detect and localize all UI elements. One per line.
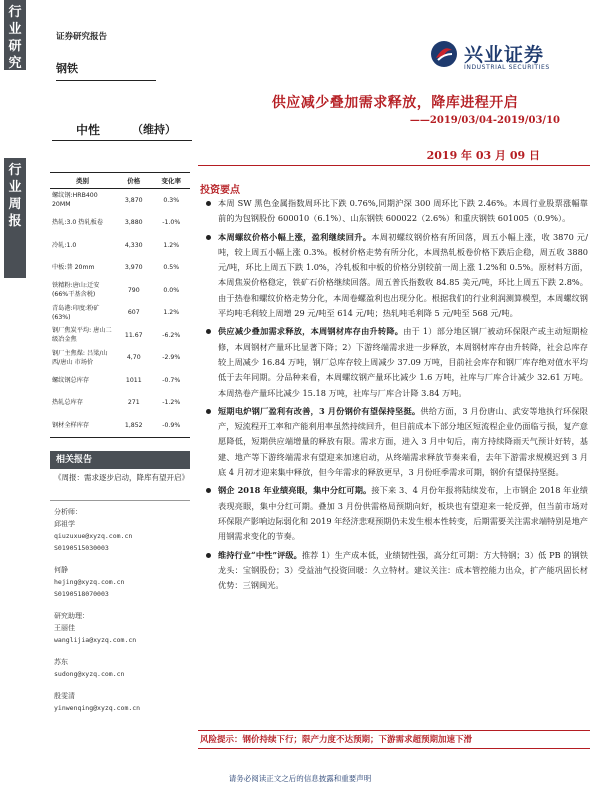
- bullet-icon: [206, 553, 211, 558]
- bullet-icon: [206, 409, 211, 414]
- table-cell: 铁精粉:唐山:迁安 (66%干基含税): [52, 282, 100, 299]
- paragraph-text: 供给方面，3 月份唐山、武安等地执行环保限产，短流程开工率和产能利用率虽然持续回升，但目前成本下部分地区短流程企业仍面临亏损，复产意愿降低，短期供应端增量的释放有限。需求方面，进入 3 月中旬后，南方持续降雨天气预计好转，基建、地产等下游终端需求有望迎来加速启动，从终端需求释放节奏来看，去年下游需求规模迟到 3 月底 4 月初才迎来集中释放，但今年需求的释放更早，3 月份旺季需求可期，钢价有望保持坚挺。: [218, 405, 588, 478]
- table-cell: 3,880: [124, 219, 143, 227]
- analyst-name: 殷雯清: [54, 692, 75, 700]
- analyst-name: 苏东: [54, 658, 68, 666]
- table-row: [50, 369, 190, 392]
- table-cell: 3,870: [124, 196, 143, 204]
- divider: [198, 730, 590, 731]
- bullet-paragraph: [204, 483, 588, 544]
- bullet-icon: [206, 329, 211, 334]
- divider: [52, 140, 192, 141]
- bullet-paragraph: [204, 548, 588, 594]
- industry-weekly-label: 行业周报: [8, 163, 22, 229]
- table-header-row: [50, 173, 190, 189]
- table-cell: 11.67: [124, 331, 143, 339]
- table-cell: 1011: [125, 376, 142, 384]
- paragraph-text: 本周 SW 黑色金属指数周环比下跌 0.76%,同期沪深 300 周环比下跌 2.46%。本周行业股票涨幅靠前的为包钢股份 600010（6.1%）、山东钢铁 600022（2.6%）和重庆钢铁 601005（0.9%）。: [218, 198, 588, 224]
- analyst-name: 邱祖学: [54, 520, 75, 528]
- column-header: 变化率: [153, 173, 191, 189]
- logo-chinese-name: 兴业证券: [464, 44, 545, 66]
- paragraph-lead: 短期电炉钢厂盈利有改善，3 月份钢价有望保持坚挺。: [218, 405, 421, 416]
- table-cell: -0.9%: [153, 414, 191, 437]
- bullet-icon: [206, 235, 211, 240]
- table-cell: 钢材全样库存: [50, 414, 115, 437]
- analyst-email[interactable]: yinwenqing@xyzq.com.cn: [54, 704, 141, 712]
- related-reports-heading: 相关报告: [50, 451, 190, 469]
- column-header: 价格: [115, 173, 152, 189]
- table-cell: -2.9%: [162, 354, 181, 362]
- analyst-email[interactable]: hejing@xyzq.com.cn: [54, 578, 125, 586]
- paragraph-lead: 钢企 2018 年业绩亮眼，集中分红可期。: [218, 485, 372, 496]
- analyst-entry: [54, 690, 194, 714]
- analyst-cert: S0190515030003: [54, 544, 109, 552]
- table-cell: 4,330: [124, 241, 143, 249]
- column-header: 类别: [50, 173, 115, 189]
- risk-warning: 风险提示：钢价持续下行；限产力度不达预期；下游需求超预期加速下滑: [200, 735, 473, 745]
- table-row: [50, 257, 190, 280]
- related-report-link[interactable]: 《周报：需求逐步启动，降库有望开启》: [54, 473, 189, 482]
- table-cell: -1.2%: [162, 399, 181, 407]
- table-row: [50, 324, 190, 347]
- analyst-email[interactable]: qiuzuxue@xyzq.com.cn: [54, 532, 133, 540]
- table-row: [50, 279, 190, 302]
- paragraph-lead: 维持行业“中性”评级。: [218, 549, 302, 560]
- divider: [198, 748, 590, 749]
- table-cell: 热轧:3.0 热轧板卷: [52, 219, 104, 227]
- table-cell: 热轧总库存: [52, 399, 83, 407]
- table-cell: 螺纹钢:HRB400 20MM: [52, 192, 98, 209]
- sidebar-top-label: [4, 0, 26, 70]
- bullet-paragraph: [204, 404, 588, 480]
- bullet-paragraph: [204, 196, 588, 227]
- analyst-email[interactable]: sudong@xyzq.com.cn: [54, 670, 125, 678]
- price-table: [50, 172, 190, 438]
- table-row: [50, 414, 190, 437]
- paragraph-lead: 本周螺纹价格小幅上涨，盈利继续回升。: [218, 231, 372, 242]
- report-date: 2019 年 03 月 09 日: [426, 149, 540, 162]
- industry-research-label: 行业研究: [8, 5, 22, 71]
- analyst-cert: S0190518070003: [54, 590, 109, 598]
- table-cell: 790: [127, 286, 140, 294]
- table-row: [50, 189, 190, 212]
- logo-mark-icon: [430, 40, 458, 68]
- divider: [56, 80, 156, 81]
- table-row: [50, 212, 190, 235]
- table-cell: 中板:普 20mm: [52, 264, 95, 272]
- table-cell: 271: [127, 399, 140, 407]
- analyst-entry: [54, 506, 194, 554]
- table-cell: 4,70: [126, 354, 141, 362]
- analyst-entry: [54, 564, 194, 600]
- sidebar-mid-label: [4, 158, 26, 278]
- paragraph-text: 接下来 3、4 月份年报将陆续发布，上市钢企 2018 年业绩表现亮眼，集中分红可期。叠加 3 月份供需格局预期向好，板块也有望迎来一轮反弹，但当前市场对环保限产影响边际弱化和 2019 年经济悲观预期仍未发生根本性转变，后期需要关注需求端特别是地产用钢需求变化的节奏。: [218, 485, 588, 542]
- bullet-paragraph: [204, 230, 588, 322]
- report-title: 供应减少叠加需求释放，降库进程开启: [271, 95, 519, 111]
- paragraph-text: 推荐 1）生产成本低，业绩韧性强，高分红可期：方大特钢；3）低 PB 的钢铁龙头：宝钢股份；3）受益油气投资回暖：久立特材。建议关注：成本管控能力出众，扩产能巩固长材优势：三钢闽光。: [218, 549, 588, 591]
- table-cell: -6.2%: [162, 331, 181, 339]
- paragraph-text: 本周初螺纹钢价格有所回落，周五小幅上涨，收 3870 元/吨，较上周五小幅上涨 0.3%。板材价格走势有所分化，本周热轧板卷价格下跌后企稳，周五收 3880 元/吨，环比上周五下跌 1.0%，冷轧板和中板的价格分别较前一周上涨 1.2%和 0.5%。原材料方面，本周焦炭价格稳定，铁矿石价格继续回落。周五普氏指数收 84.85 美元/吨，环比上周五下跌 2.8%。由于热卷和螺纹价格走势分化，本周卷螺盈利也出现分化。根据我们的行业利润测算模型，本周螺纹钢平均吨毛利较上周增 29 元/吨至 614 元/吨；热轧吨毛利降 5 元/吨至 568 元/吨。: [218, 231, 588, 319]
- rating-value: （维持）: [132, 123, 176, 136]
- report-type: 证券研究报告: [56, 32, 108, 42]
- table-cell: 0.0%: [163, 286, 180, 294]
- table-cell: 0.3%: [163, 196, 180, 204]
- analyst-list: [54, 506, 194, 724]
- investment-points-heading: 投资要点: [200, 185, 240, 196]
- table-cell: -1.0%: [162, 219, 181, 227]
- title-divider: [198, 165, 590, 166]
- table-cell: 钢厂主焦煤: 吕梁/山西/唐山 市场价: [52, 349, 108, 366]
- left-sidebar: [0, 0, 30, 800]
- disclaimer-footer: 请务必阅读正文之后的信息披露和重要声明: [228, 774, 372, 783]
- divider: [50, 500, 190, 501]
- bullet-icon: [206, 201, 211, 206]
- rating-label: 中性: [76, 123, 101, 137]
- analyst-name: 何静: [54, 566, 68, 574]
- table-cell: 青岛港:印度:粉矿 (63%): [52, 304, 100, 321]
- company-logo: [430, 40, 580, 80]
- analyst-role: 研究助理：: [54, 612, 89, 620]
- table-cell: 3,970: [124, 264, 143, 272]
- table-cell: -0.7%: [162, 376, 181, 384]
- paragraph-lead: 供应减少叠加需求释放，本周钢材库存由升转降。: [218, 326, 404, 337]
- logo-english-name: INDUSTRIAL SECURITIES: [464, 64, 550, 71]
- table-row: [50, 234, 190, 257]
- table-cell: 1,852: [115, 414, 152, 437]
- analyst-entry: [54, 610, 194, 646]
- bullet-icon: [206, 488, 211, 493]
- table-cell: 钢厂焦炭平均: 唐山二级冶金焦: [52, 327, 112, 344]
- table-cell: 冷轧:1.0: [52, 241, 77, 249]
- table-cell: 1.2%: [163, 309, 180, 317]
- table-cell: 0.5%: [163, 264, 180, 272]
- table-cell: 螺纹钢总库存: [52, 376, 90, 384]
- table-row: [50, 302, 190, 325]
- table-cell: 1.2%: [163, 241, 180, 249]
- bullet-paragraph: [204, 324, 588, 400]
- date-range: ——2019/03/04-2019/03/10: [409, 115, 560, 126]
- analyst-role: 分析师：: [54, 508, 82, 516]
- analyst-name: 王丽佳: [54, 624, 75, 632]
- table-cell: 607: [127, 309, 140, 317]
- sector-name: 钢铁: [56, 62, 78, 75]
- analyst-entry: [54, 656, 194, 680]
- table-row: [50, 347, 190, 370]
- paragraph-text: 由于 1）部分地区钢厂被动环保限产或主动短期检修，本周钢材产量环比显著下降；2）下游终端需求进一步释放，本周钢材库存由升转降，社会总库存较上周减少 16.84 万吨，钢厂总库存较上周减少 37.09 万吨，目前社会库存和钢厂库存绝对值水平均低于去年同期。分品种来看，本周螺纹钢产量环比减少 1.6 万吨，社库与厂库合计减少 32.61 万吨。本周热卷产量环比减少 15.18 万吨，社库与厂库合计降 3.84 万吨。: [218, 326, 588, 398]
- investment-points: [204, 196, 588, 596]
- analyst-email[interactable]: wanglijia@xyzq.com.cn: [54, 636, 137, 644]
- table-row: [50, 392, 190, 415]
